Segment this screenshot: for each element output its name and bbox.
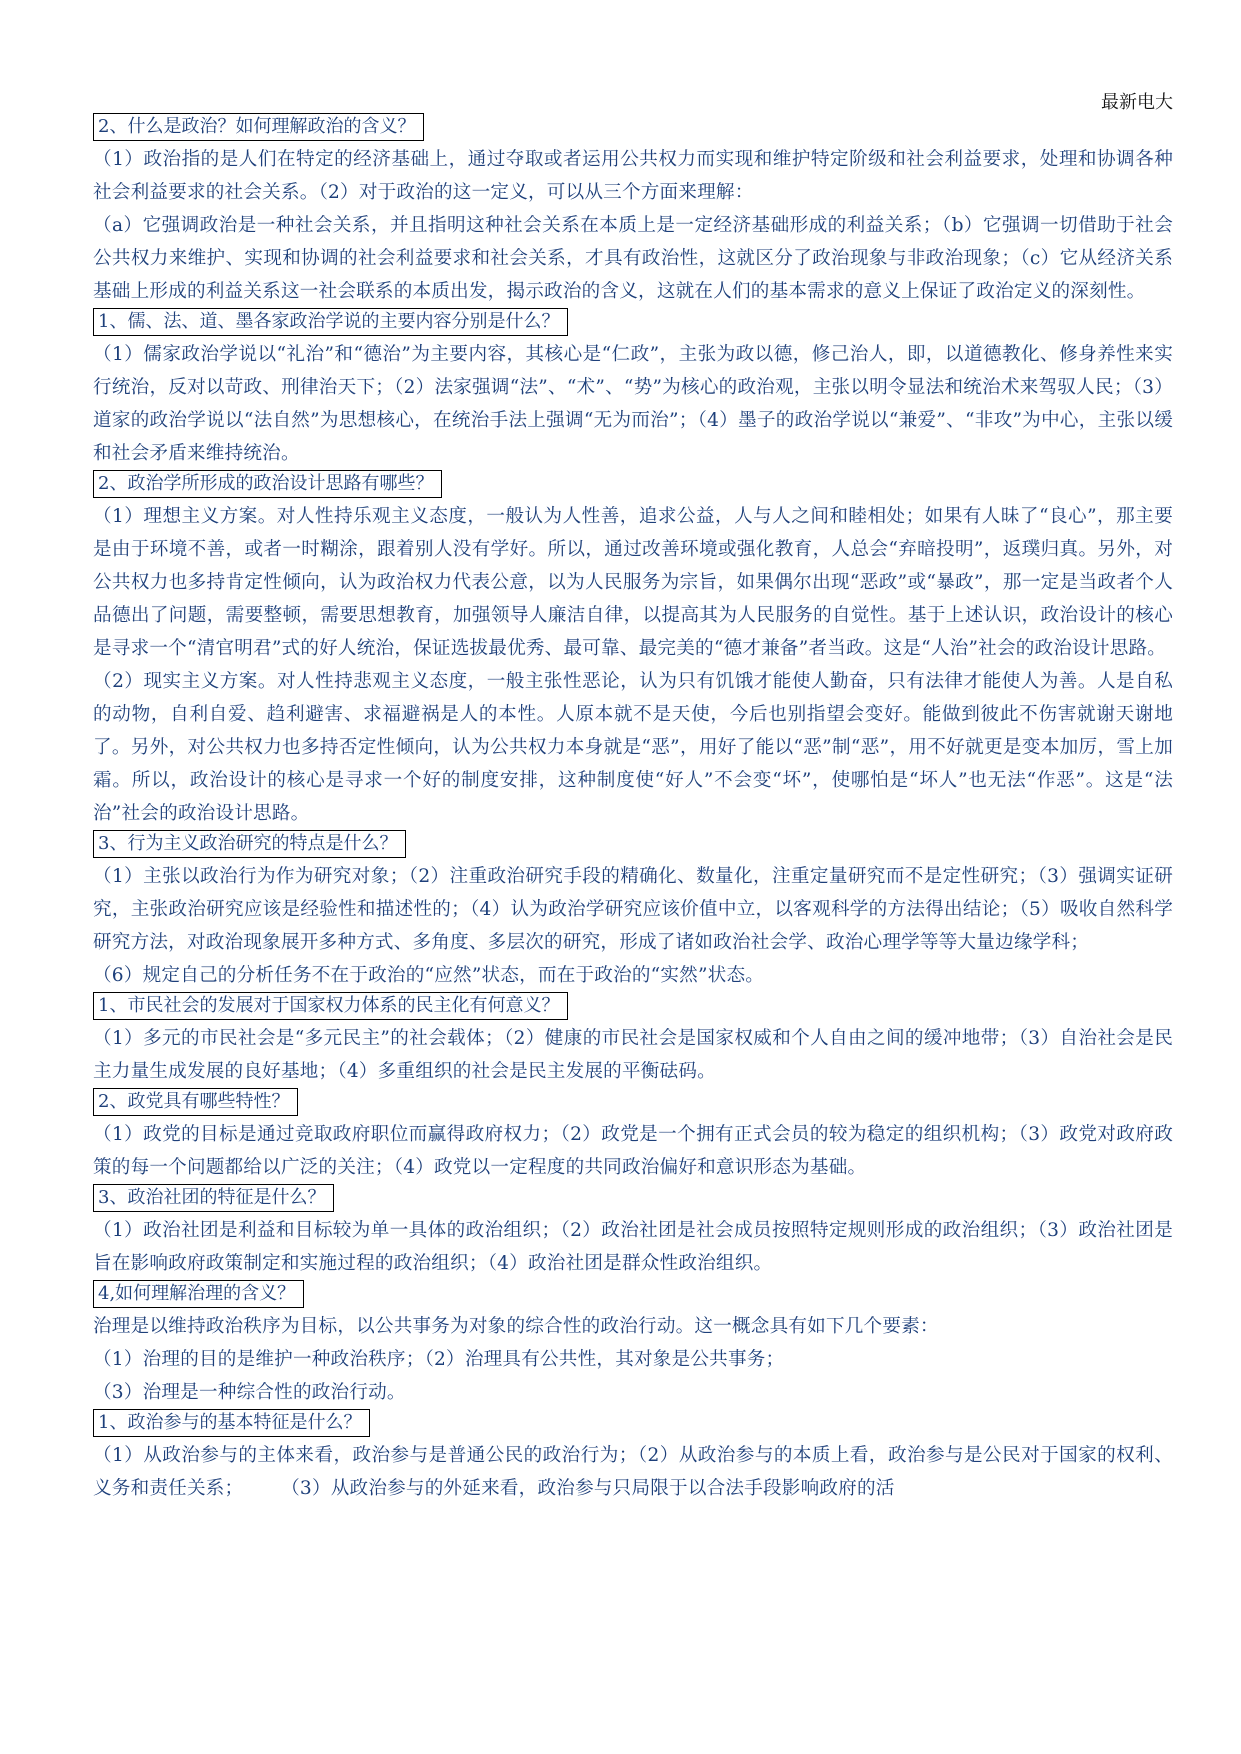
answer-paragraph: （2）现实主义方案。对人性持悲观主义态度，一般主张性恶论，认为只有饥饿才能使人勤奋，只有法律才能使人为善。人是自私的动物，自利自爱、趋利避害、求福避祸是人的本性。人原本就不是天使，今后也别指望会变好。能做到彼此不伤害就谢天谢地了。另外，对公共权力也多持否定性倾向，认为公共权力本身就是“恶”，用好了能以“恶”制“恶”，用不好就更是变本加厉，雪上加霜。所以，政治设计的核心是寻求一个好的制度安排，这种制度使“好人”不会变“坏”，使哪怕是“坏人”也无法“作恶”。这是“法治”社会的政治设计思路。 xyxy=(93,671,1173,824)
question-title: 2、政党具有哪些特性？ xyxy=(93,1088,298,1116)
answer-paragraph: （1）从政治参与的主体来看，政治参与是普通公民的政治行为；（2）从政治参与的本质上看，政治参与是公民对于国家的权利、义务和责任关系； （3）从政治参与的外延来看，政治参与只局限于以合法手段影响政府的活 xyxy=(93,1445,1173,1499)
section-schools xyxy=(93,308,1173,470)
answer-paragraph: （6）规定自己的分析任务不在于政治的“应然”状态，而在于政治的“实然”状态。 xyxy=(93,965,765,986)
question-title: 2、政治学所形成的政治设计思路有哪些？ xyxy=(93,470,442,498)
section-party-features xyxy=(93,1088,1173,1184)
answer-paragraph: （a）它强调政治是一种社会关系，并且指明这种社会关系在本质上是一定经济基础形成的利益关系；（b）它强调一切借助于社会公共权力来维护、实现和协调的社会利益要求和社会关系，才具有政治性，这就区分了政治现象与非政治现象；（c）它从经济关系基础上形成的利益关系这一社会联系的本质出发，揭示政治的含义，这就在人们的基本需求的意义上保证了政治定义的深刻性。 xyxy=(93,215,1173,302)
document-body xyxy=(93,113,1173,1505)
answer-paragraph: （1）政治社团是利益和目标较为单一具体的政治组织；（2）政治社团是社会成员按照特定规则形成的政治组织；（3）政治社团是旨在影响政府政策制定和实施过程的政治组织；（4）政治社团是群众性政治组织。 xyxy=(93,1220,1173,1274)
answer-paragraph: （1）理想主义方案。对人性持乐观主义态度，一般认为人性善，追求公益，人与人之间和睦相处；如果有人昧了“良心”，那主要是由于环境不善，或者一时糊涂，跟着别人没有学好。所以，通过改善环境或强化教育，人总会“弃暗投明”，返璞归真。另外，对公共权力也多持肯定性倾向，认为政治权力代表公意，以为人民服务为宗旨，如果偶尔出现“恶政”或“暴政”，那一定是当政者个人品德出了问题，需要整顿，需要思想教育，加强领导人廉洁自律，以提高其为人民服务的自觉性。基于上述认识，政治设计的核心是寻求一个“清官明君”式的好人统治，保证选拔最优秀、最可靠、最完美的“德才兼备”者当政。这是“人治”社会的政治设计思路。 xyxy=(93,506,1173,659)
section-political-meaning xyxy=(93,113,1173,308)
answer-paragraph: （3）治理是一种综合性的政治行动。 xyxy=(93,1382,406,1403)
question-title: 3、行为主义政治研究的特点是什么？ xyxy=(93,830,406,858)
answer-paragraph: （1）政党的目标是通过竞取政府职位而赢得政府权力；（2）政党是一个拥有正式会员的较为稳定的组织机构；（3）政党对政府政策的每一个问题都给以广泛的关注；（4）政党以一定程度的共同政治偏好和意识形态为基础。 xyxy=(93,1124,1173,1178)
question-title: 4,如何理解治理的含义？ xyxy=(93,1280,304,1308)
answer-paragraph: （1）治理的目的是维护一种政治秩序；（2）治理具有公共性，其对象是公共事务； xyxy=(93,1349,785,1370)
answer-paragraph: （1）多元的市民社会是“多元民主”的社会载体；（2）健康的市民社会是国家权威和个人自由之间的缓冲地带；（3）自治社会是民主力量生成发展的良好基地；（4）多重组织的社会是民主发展的平衡砝码。 xyxy=(93,1028,1173,1082)
header-tag: 最新电大 xyxy=(1101,92,1173,113)
question-title: 1、市民社会的发展对于国家权力体系的民主化有何意义？ xyxy=(93,992,568,1020)
question-title: 1、儒、法、道、墨各家政治学说的主要内容分别是什么？ xyxy=(93,308,568,336)
answer-paragraph: （1）儒家政治学说以“礼治”和“德治”为主要内容，其核心是“仁政”，主张为政以德，修己治人，即，以道德教化、修身养性来实行统治，反对以苛政、刑律治天下；（2）法家强调“法”、“术”、“势”为核心的政治观，主张以明令显法和统治术来驾驭人民；（3）道家的政治学说以“法自然”为思想核心，在统治手法上强调“无为而治”；（4）墨子的政治学说以“兼爱”、“非攻”为中心，主张以缓和社会矛盾来维持统治。 xyxy=(93,344,1173,464)
section-governance xyxy=(93,1280,1173,1409)
answer-paragraph: （1）政治指的是人们在特定的经济基础上，通过夺取或者运用公共权力而实现和维护特定阶级和社会利益要求，处理和协调各种社会利益要求的社会关系。（2）对于政治的这一定义，可以从三个方面来理解： xyxy=(93,149,1173,203)
question-title: 3、政治社团的特征是什么？ xyxy=(93,1184,334,1212)
section-participation xyxy=(93,1409,1173,1505)
question-title: 1、政治参与的基本特征是什么？ xyxy=(93,1409,370,1437)
section-associations xyxy=(93,1184,1173,1280)
section-behaviorism xyxy=(93,830,1173,992)
answer-paragraph: 治理是以维持政治秩序为目标，以公共事务为对象的综合性的政治行动。这一概念具有如下几个要素： xyxy=(93,1316,939,1337)
section-civil-society xyxy=(93,992,1173,1088)
section-political-design xyxy=(93,470,1173,830)
answer-paragraph: （1）主张以政治行为作为研究对象；（2）注重政治研究手段的精确化、数量化，注重定量研究而不是定性研究；（3）强调实证研究，主张政治研究应该是经验性和描述性的；（4）认为政治学研究应该价值中立，以客观科学的方法得出结论；（5）吸收自然科学研究方法，对政治现象展开多种方式、多角度、多层次的研究，形成了诸如政治社会学、政治心理学等等大量边缘学科； xyxy=(93,866,1173,953)
question-title: 2、什么是政治？如何理解政治的含义？ xyxy=(93,113,424,141)
